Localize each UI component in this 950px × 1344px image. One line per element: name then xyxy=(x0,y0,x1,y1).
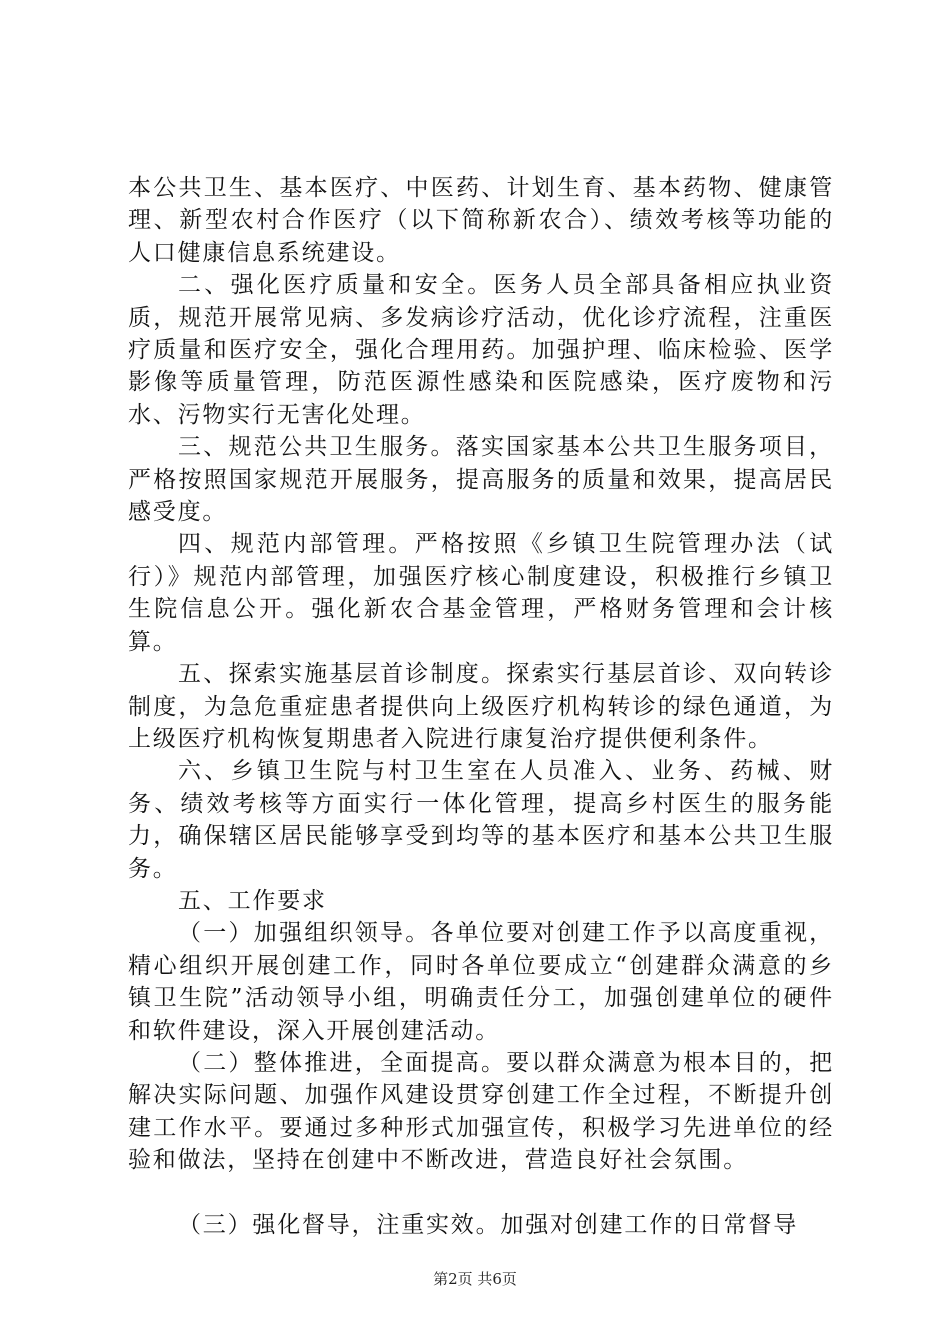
paragraph-section-2: 二、强化医疗质量和安全。医务人员全部具备相应执业资质，规范开展常见病、多发病诊疗活动，优化诊疗流程，注重医疗质量和医疗安全，强化合理用药。加强护理、临床检验、医学影像等质量管理，防范医源性感染和医院感染，医疗废物和污水、污物实行无害化处理。 xyxy=(128,272,834,428)
paragraph-section-6: 六、乡镇卫生院与村卫生室在人员准入、业务、药械、财务、绩效考核等方面实行一体化管理，提高乡村医生的服务能力，确保辖区居民能够享受到均等的基本医疗和基本公共卫生服务。 xyxy=(128,758,834,882)
paragraph-continuation: 本公共卫生、基本医疗、中医药、计划生育、基本药物、健康管理、新型农村合作医疗（以下简称新农合）、绩效考核等功能的人口健康信息系统建设。 xyxy=(128,175,834,266)
document-body xyxy=(128,172,834,1241)
page-number-footer: 第2页 共6页 xyxy=(433,1270,517,1288)
paragraph-requirement-2: （二）整体推进，全面提高。要以群众满意为根本目的，把解决实际问题、加强作风建设贯穿创建工作全过程，不断提升创建工作水平。要通过多种形式加强宣传，积极学习先进单位的经验和做法，坚持在创建中不断改进，营造良好社会氛围。 xyxy=(128,1049,834,1174)
section-heading-work-requirements: 五、工作要求 xyxy=(178,887,327,914)
paragraph-section-5: 五、探索实施基层首诊制度。探索实行基层首诊、双向转诊制度，为急危重症患者提供向上级医疗机构转诊的绿色通道，为上级医疗机构恢复期患者入院进行康复治疗提供便利条件。 xyxy=(128,661,834,752)
paragraph-section-3: 三、规范公共卫生服务。落实国家基本公共卫生服务项目，严格按照国家规范开展服务，提高服务的质量和效果，提高居民感受度。 xyxy=(128,434,834,526)
paragraph-section-4: 四、规范内部管理。严格按照《乡镇卫生院管理办法（试行）》规范内部管理，加强医疗核心制度建设，积极推行乡镇卫生院信息公开。强化新农合基金管理，严格财务管理和会计核算。 xyxy=(128,531,834,655)
paragraph-requirement-3: （三）强化督导，注重实效。加强对创建工作的日常督导 xyxy=(178,1211,798,1238)
paragraph-requirement-1: （一）加强组织领导。各单位要对创建工作予以高度重视，精心组织开展创建工作，同时各单位要成立“创建群众满意的乡镇卫生院”活动领导小组，明确责任分工，加强创建单位的硬件和软件建设，深入开展创建活动。 xyxy=(128,920,834,1044)
